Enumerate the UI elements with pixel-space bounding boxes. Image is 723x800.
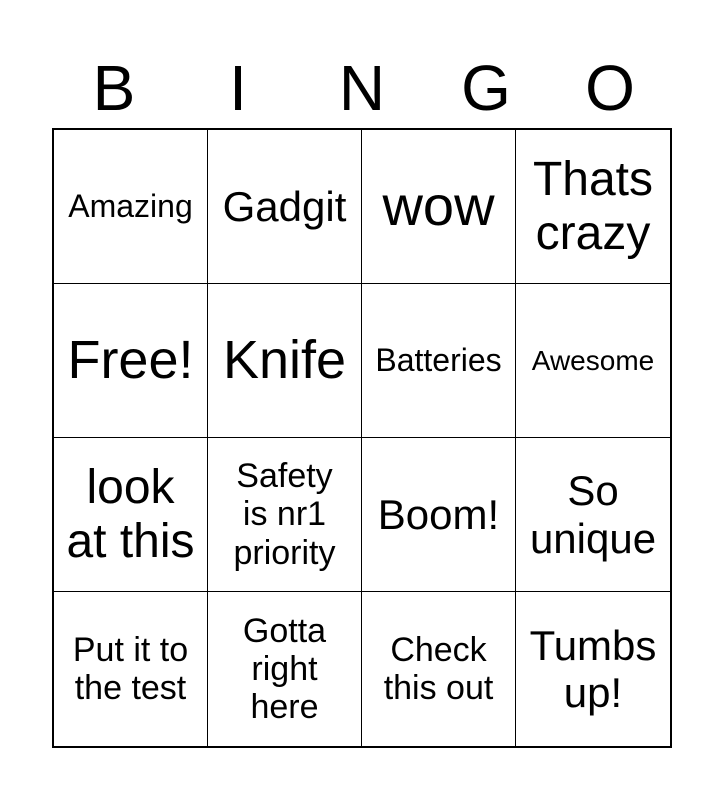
bingo-cell-r3c3[interactable] — [362, 438, 516, 592]
bingo-cell-r2c1[interactable] — [54, 284, 208, 438]
bingo-cell-r3c2[interactable] — [208, 438, 362, 592]
cell-text: look at this — [66, 460, 195, 568]
cell-text: Put it to the test — [72, 630, 189, 707]
bingo-cell-r4c4[interactable] — [516, 592, 670, 746]
bingo-cell-r4c1[interactable] — [54, 592, 208, 746]
cell-text: Batteries — [375, 341, 502, 378]
header-letter-g: G — [461, 52, 511, 124]
header-letter-i: I — [229, 52, 247, 124]
bingo-cell-r1c3[interactable] — [362, 130, 516, 284]
bingo-cell-r4c3[interactable] — [362, 592, 516, 746]
bingo-cell-r3c4[interactable] — [516, 438, 670, 592]
bingo-cell-r1c2[interactable] — [208, 130, 362, 284]
bingo-header — [52, 52, 672, 124]
cell-text: Thats crazy — [532, 152, 654, 260]
bingo-cell-r4c2[interactable] — [208, 592, 362, 746]
cell-text: Amazing — [68, 187, 193, 224]
cell-text: Gadgit — [222, 182, 347, 230]
cell-text: Gotta right here — [242, 611, 327, 727]
cell-text: Knife — [222, 330, 347, 391]
bingo-cell-r2c2[interactable] — [208, 284, 362, 438]
cell-text: Check this out — [383, 630, 494, 707]
bingo-cell-r1c1[interactable] — [54, 130, 208, 284]
cell-text: Free! — [67, 330, 194, 391]
cell-text: Tumbs up! — [529, 621, 657, 716]
bingo-cell-r3c1[interactable] — [54, 438, 208, 592]
cell-text: Safety is nr1 priority — [233, 457, 336, 572]
header-letter-n: N — [338, 52, 386, 124]
bingo-board — [52, 128, 672, 748]
cell-text: So unique — [529, 467, 657, 562]
header-letter-o: O — [585, 52, 635, 124]
cell-text: Boom! — [377, 490, 500, 538]
header-letter-b: B — [92, 52, 136, 124]
bingo-cell-r2c3[interactable] — [362, 284, 516, 438]
bingo-cell-r1c4[interactable] — [516, 130, 670, 284]
cell-text: Awesome — [531, 344, 655, 376]
cell-text: wow — [382, 174, 495, 238]
bingo-cell-r2c4[interactable] — [516, 284, 670, 438]
